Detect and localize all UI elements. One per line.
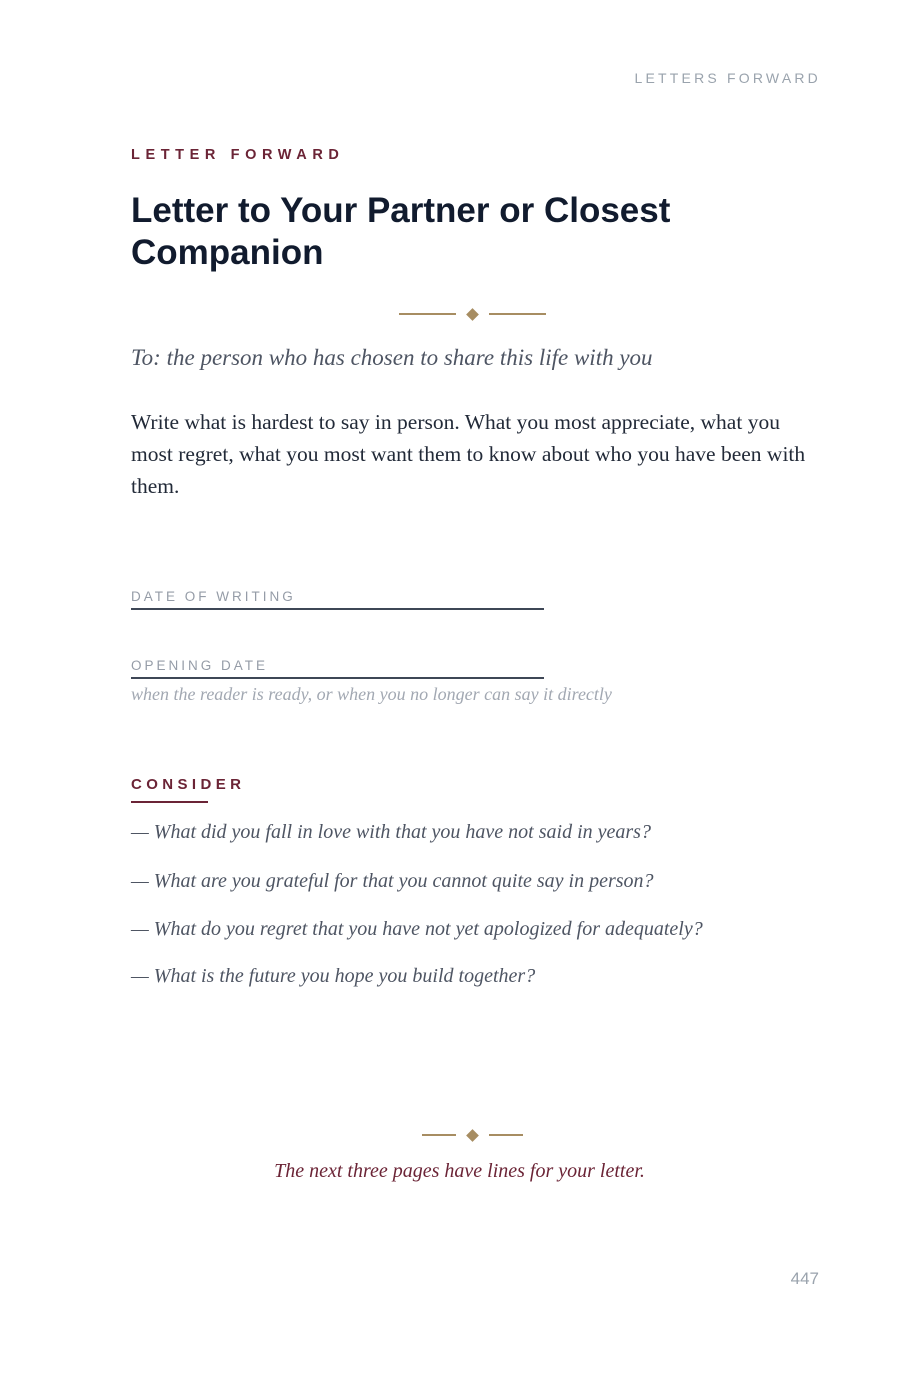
page-title: Letter to Your Partner or Closest Companion	[131, 191, 671, 272]
recipient-line: To: the person who has chosen to share this life with you	[131, 345, 653, 370]
consider-item: — What do you regret that you have not yet apologized for adequately?	[131, 918, 703, 940]
section-kicker: LETTER FORWARD	[131, 147, 345, 163]
consider-item: — What are you grateful for that you cannot quite say in person?	[131, 870, 654, 892]
diamond-icon	[466, 308, 479, 321]
divider-ornament-bottom	[422, 1129, 523, 1141]
divider-rule	[422, 1134, 456, 1136]
closing-note: The next three pages have lines for your letter.	[274, 1160, 645, 1182]
divider-ornament-top	[399, 308, 546, 320]
date-of-writing-field[interactable]	[131, 608, 544, 610]
divider-rule	[489, 313, 546, 315]
diamond-icon	[466, 1129, 479, 1142]
consider-underline	[131, 801, 208, 803]
opening-date-field[interactable]	[131, 677, 544, 679]
opening-date-hint: when the reader is ready, or when you no longer can say it directly	[131, 684, 612, 704]
consider-item: — What is the future you hope you build together?	[131, 965, 536, 987]
page-number: 447	[790, 1269, 819, 1288]
divider-rule	[399, 313, 456, 315]
running-head: LETTERS FORWARD	[634, 70, 821, 86]
consider-heading: CONSIDER	[131, 776, 246, 793]
divider-rule	[489, 1134, 523, 1136]
date-of-writing-label: DATE OF WRITING	[131, 589, 296, 604]
consider-item: — What did you fall in love with that you have not said in years?	[131, 821, 651, 843]
letter-prompt: Write what is hardest to say in person. What you most appreciate, what you most regret, what you most want them to know about who you have been with them.	[131, 410, 806, 498]
opening-date-label: OPENING DATE	[131, 658, 269, 673]
